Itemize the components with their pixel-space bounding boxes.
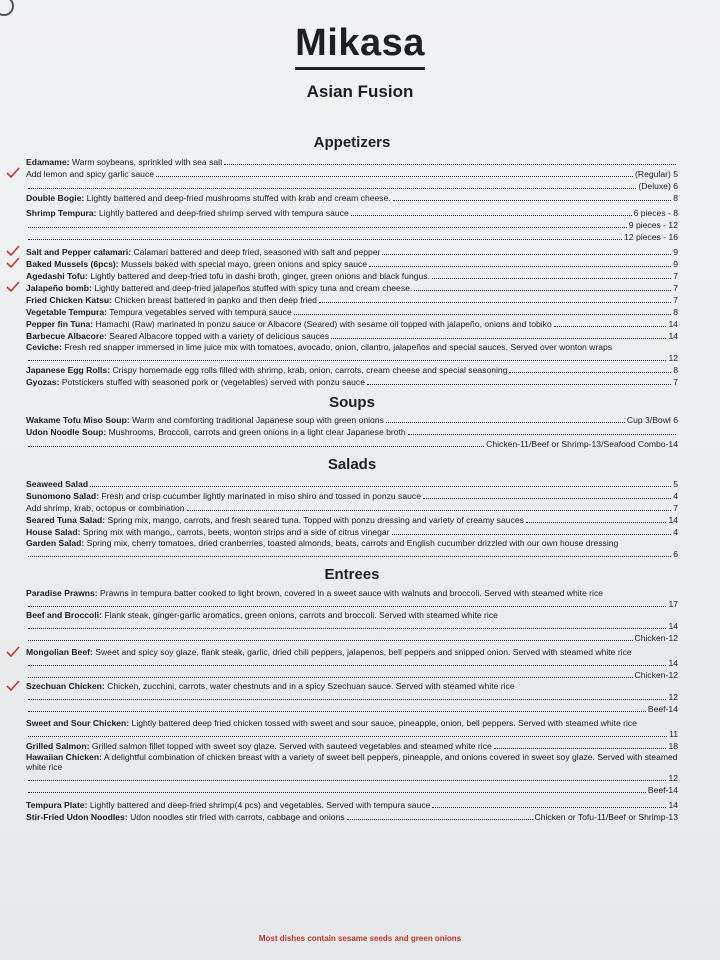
leader-dots (28, 446, 484, 447)
menu-item-name: Gyozas: (26, 377, 60, 387)
restaurant-subtitle: Asian Fusion (306, 82, 414, 101)
leader-dots (28, 227, 627, 228)
menu-item-text (26, 718, 678, 728)
menu-item-name: Hawaiian Chicken: (26, 752, 102, 762)
menu-item-name: Udon Noodle Soup: (26, 427, 107, 437)
menu-item-line (26, 168, 678, 180)
menu-item-name: Salt and Pepper calamari: (26, 247, 132, 257)
menu-item-text (26, 647, 678, 657)
menu-item-text (26, 306, 292, 318)
menu-item-desc: Hamachi (Raw) marinated in ponzu sauce or Albacore (Seared) with sesame oil topped with jalapeño, onions and tobiko (93, 319, 552, 329)
menu-item-text (26, 414, 384, 426)
menu-item-desc: Spring mix with mango,, carrots, beets, wonton strips and a side of citrus vinegar (80, 527, 390, 537)
menu-item-name: Grilled Salmon: (26, 741, 90, 751)
leader-dots (382, 254, 671, 255)
menu-item-text (26, 610, 678, 620)
menu-item-price-line (26, 772, 678, 784)
menu-item (26, 156, 678, 168)
menu-item-desc: Prawns in tempura batter cooked to light brown, covered in a sweet sauce with walnuts and broccoli. Served with steamed white rice (97, 588, 604, 598)
menu-item (26, 718, 678, 740)
menu-item-text (26, 588, 678, 598)
menu-item-name: Vegetable Tempura: (26, 307, 108, 317)
menu-item-line (26, 669, 678, 681)
menu-item-price: Chicken-11/Beef or Shrimp-13/Seafood Combo-14 (486, 439, 678, 449)
leader-dots (90, 486, 671, 487)
menu-item-line (26, 426, 678, 438)
menu-item-line (26, 526, 678, 538)
menu-item (26, 502, 678, 514)
menu-item-price: 8 (673, 365, 678, 375)
menu-item (26, 752, 678, 784)
menu-item-text (26, 156, 222, 168)
menu-item-text (26, 526, 390, 538)
section-appetizers (26, 132, 678, 388)
menu-item-desc: Calamari battered and deep fried, seasoned with salt and pepper (131, 247, 381, 257)
menu-item-price: 9 (673, 259, 678, 269)
menu-item-price: Cup 3/Bowl 6 (626, 415, 678, 425)
menu-item (26, 784, 678, 796)
soups-list (26, 414, 678, 450)
menu-item-desc: Lightly battered deep fried chicken tossed with sweet and sour sauce, pineapple, onion, bell peppers. Served with steamed white rice (129, 718, 637, 728)
checkmark-icon (6, 281, 20, 293)
menu-item-desc: Warm soybeans, sprinkled with sea salt (69, 157, 223, 167)
menu-item-desc: Lightly battered and deep-fried shrimp(4 pcs) and vegetables. Served with tempura sauce (87, 800, 431, 810)
leader-dots (369, 266, 671, 267)
menu-item-price: 4 (673, 527, 678, 537)
menu-item (26, 376, 678, 388)
leader-dots (526, 522, 667, 523)
menu-item-price: (Deluxe) 6 (638, 181, 678, 191)
menu-item (26, 799, 678, 811)
menu-item-name: Mongolian Beef: (26, 647, 93, 657)
leader-dots (423, 498, 671, 499)
menu-item-text (26, 192, 391, 204)
menu-item-line (26, 231, 678, 243)
menu-item-name: Fried Chicken Katsu: (26, 295, 112, 305)
menu-item-price: 7 (673, 283, 678, 293)
menu-item (26, 306, 678, 318)
leader-dots (28, 677, 633, 678)
leader-dots (28, 628, 666, 629)
menu-item-text (26, 426, 406, 438)
menu-item-text (26, 538, 678, 548)
menu-item-price: 18 (668, 741, 678, 751)
menu-item-price: 12 (668, 773, 678, 783)
menu-item-line (26, 784, 678, 796)
menu-item-desc: Lightly battered and deep-fried mushrooms stuffed with krab and cream cheese. (84, 193, 391, 203)
leader-dots (432, 278, 671, 279)
menu-item-line (26, 364, 678, 376)
menu-item (26, 681, 678, 703)
menu-item-name: Seared Tuna Salad: (26, 515, 106, 525)
menu-item-text (26, 270, 430, 282)
menu-item-line (26, 180, 678, 192)
menu-item-text (26, 207, 349, 219)
menu-item-price: 5 (673, 479, 678, 489)
leader-dots (28, 711, 646, 712)
menu-item-price: 14 (668, 658, 678, 668)
menu-item-name: Shrimp Tempura: (26, 208, 97, 218)
menu-item (26, 180, 678, 192)
menu-item (26, 207, 678, 219)
menu-item-desc: Grilled salmon fillet topped with sweet soy glaze. Served with sauteed vegetables and steamed white rice (89, 741, 492, 751)
leader-dots (386, 422, 625, 423)
menu-item-desc: Chicken, zucchini, carrots, water chestnuts and in a spicy Szechuan sauce. Served with steamed white rice (104, 681, 515, 691)
menu-item-text (26, 478, 88, 490)
menu-item-name: Beef and Broccoli: (26, 610, 102, 620)
menu-item-line (26, 156, 678, 168)
menu-item (26, 270, 678, 282)
menu-item-price: 7 (673, 503, 678, 513)
salads-list (26, 478, 678, 560)
menu-item-name: Edamame: (26, 157, 70, 167)
leader-dots (156, 176, 633, 177)
footer-note: Most dishes contain sesame seeds and green onions (258, 934, 462, 943)
menu-item-price: 14 (668, 621, 678, 631)
menu-item (26, 610, 678, 632)
menu-item-price-line (26, 598, 678, 610)
leader-dots (432, 807, 666, 808)
menu-item-line (26, 219, 678, 231)
leader-dots (554, 326, 667, 327)
leader-dots (392, 534, 672, 535)
menu-item (26, 246, 678, 258)
menu-item-line (26, 740, 678, 752)
leader-dots (28, 665, 666, 666)
menu-item-text (26, 752, 678, 772)
menu-item-desc: Spring mix, cherry tomatoes, dried cranberries, toasted almonds, beats, carrots and English cucumber drizzled with our own house dressing (84, 538, 619, 548)
restaurant-name: Mikasa (295, 22, 425, 70)
menu-item (26, 632, 678, 644)
menu-item-price: Chicken-12 (634, 633, 678, 643)
leader-dots (28, 556, 671, 557)
menu-item (26, 192, 678, 204)
menu-item-text (26, 740, 492, 752)
menu-item (26, 282, 678, 294)
leader-dots (393, 200, 671, 201)
menu-item-desc: Add shrimp, krab, octopus or combination (26, 503, 185, 513)
menu-item-text (26, 514, 524, 526)
menu-item-desc: Fresh red snapper immersed in lime juice mix with tomatoes, avocado, onion, cilantro, jalapeños and special sauces. Served over wonton wraps (61, 342, 613, 352)
menu-item-text (26, 168, 154, 180)
menu-item-price-line (26, 548, 678, 560)
checkmark-icon (6, 167, 20, 179)
menu-item-line (26, 270, 678, 282)
section-title-soups: Soups (329, 394, 375, 411)
menu-item (26, 478, 678, 490)
menu-item-line (26, 632, 678, 644)
menu-item (26, 364, 678, 376)
menu-item-line (26, 703, 678, 715)
section-entrees (26, 564, 678, 823)
menu-item-price: 11 (669, 729, 678, 739)
leader-dots (28, 640, 633, 641)
menu-item-line (26, 478, 678, 490)
menu-item-desc: Lightly battered and deep-fried shrimp served with tempura sauce (96, 208, 349, 218)
menu-item-price: 12 (668, 353, 678, 363)
menu-item-price-line (26, 352, 678, 364)
menu-item (26, 330, 678, 342)
menu-item-line (26, 330, 678, 342)
menu-item-desc: Sweet and spicy soy glaze, flank steak, garlic, dried chili peppers, jalapenos, bell peppers and snipped onion. Served with steamed white rice (92, 647, 632, 657)
menu-item (26, 514, 678, 526)
menu-item-text (26, 490, 421, 502)
menu-item-name: Seaweed Salad (26, 479, 89, 489)
menu-item-text (26, 330, 329, 342)
leader-dots (28, 792, 646, 793)
menu-item-line (26, 376, 678, 388)
menu-item-price: 12 pieces - 16 (624, 232, 678, 242)
menu-item-name: Japanese Egg Rolls: (26, 365, 111, 375)
section-title-salads: Salads (327, 456, 377, 473)
menu-item-text (26, 799, 430, 811)
menu-item (26, 588, 678, 610)
menu-item-line (26, 811, 678, 823)
menu-item-name: Stir-Fried Udon Noodles: (26, 812, 128, 822)
menu-item-name: Pepper fin Tuna: (26, 319, 94, 329)
menu-item-price: 9 pieces - 12 (628, 220, 678, 230)
menu-item (26, 438, 678, 450)
menu-item-name: Sunomono Salad: (26, 491, 100, 501)
leader-dots (28, 360, 666, 361)
menu-item-price: 14 (668, 515, 678, 525)
leader-dots (509, 372, 671, 373)
menu-item-desc: Lightly battered and deep-fried jalapeños stuffed with spicy tuna and cream cheese. (91, 283, 413, 293)
menu-item-name: Tempura Plate: (26, 800, 88, 810)
menu-item-desc: Potstickers stuffed with seasoned pork or (vegetables) served with ponzu sauce (59, 377, 365, 387)
menu-item-price: 14 (668, 319, 678, 329)
leader-dots (408, 434, 676, 435)
appetizers-list (26, 156, 678, 388)
menu-item (26, 526, 678, 538)
section-soups (26, 392, 678, 450)
menu-item (26, 342, 678, 364)
menu-item-price: 4 (673, 491, 678, 501)
menu-item-desc: Udon noodles stir fried with carrots, cabbage and onions (127, 812, 345, 822)
menu-item-name: Double Bogie: (26, 193, 85, 203)
menu-item (26, 811, 678, 823)
menu-item-price: 17 (668, 599, 678, 609)
menu-item-price-line (26, 620, 678, 632)
section-title-appetizers: Appetizers (313, 134, 391, 151)
menu-item-desc: Seared Albacore topped with a variety of delicious sauces (106, 331, 330, 341)
menu-item-line (26, 306, 678, 318)
menu-item-price: 14 (668, 800, 678, 810)
leader-dots (347, 819, 533, 820)
section-salads (26, 454, 678, 560)
menu-item (26, 219, 678, 231)
menu-item-price: 6 pieces - 8 (633, 208, 678, 218)
menu-item-price: 8 (673, 193, 678, 203)
leader-dots (414, 290, 671, 291)
menu-item-desc: Chicken breast battered in panko and then deep fried (111, 295, 317, 305)
leader-dots (351, 215, 632, 216)
menu-item (26, 258, 678, 270)
menu-item-line (26, 799, 678, 811)
menu-item-line (26, 192, 678, 204)
leader-dots (28, 188, 636, 189)
menu-item-price: Beef-14 (647, 704, 678, 714)
menu-item-text (26, 246, 380, 258)
entrees-list (26, 588, 678, 823)
leader-dots (28, 239, 622, 240)
menu-item-text (26, 294, 317, 306)
menu-item-text (26, 376, 365, 388)
menu-item-desc: Mushrooms, Broccoli, carrots and green onions in a light clear Japanese broth (106, 427, 406, 437)
menu-item-desc: Lightly battered and deep-fried tofu in dashi broth, ginger, green onions and black fungus. (87, 271, 430, 281)
menu-item-price: (Regular) 5 (635, 169, 678, 179)
menu-item-name: Baked Mussels (6pcs): (26, 259, 119, 269)
menu-item-line (26, 514, 678, 526)
menu-item-desc: Warm and comforting traditional Japanese soup with green onions (129, 415, 384, 425)
menu-item-price: 7 (673, 377, 678, 387)
menu-item-desc: Add lemon and spicy garlic sauce (26, 169, 155, 179)
menu-item-desc: Tempura vegetables served with tempura sauce (107, 307, 292, 317)
menu-item-text (26, 258, 367, 270)
menu-item-text (26, 502, 185, 514)
menu-item-name: Paradise Prawns: (26, 588, 98, 598)
menu-item (26, 168, 678, 180)
leader-dots (331, 338, 666, 339)
menu-item (26, 538, 678, 560)
menu-item-name: Szechuan Chicken: (26, 681, 105, 691)
menu-item-name: Agedashi Tofu: (26, 271, 88, 281)
menu-item-text (26, 364, 507, 376)
leader-dots (224, 164, 676, 165)
menu-item-line (26, 318, 678, 330)
leader-dots (187, 510, 672, 511)
leader-dots (28, 780, 666, 781)
menu-item-line (26, 438, 678, 450)
menu-item-price-line (26, 728, 678, 740)
menu-item-text (26, 811, 345, 823)
menu-item-line (26, 246, 678, 258)
menu-item (26, 740, 678, 752)
checkmark-icon (6, 680, 20, 692)
menu-item (26, 490, 678, 502)
menu-item-line (26, 258, 678, 270)
menu-item-name: Wakame Tofu Miso Soup: (26, 415, 130, 425)
menu-item-line (26, 207, 678, 219)
leader-dots (319, 302, 671, 303)
leader-dots (294, 314, 671, 315)
menu-item-desc: Fresh and crisp cucumber lightly marinated in miso shiro and tossed in ponzu sauce (99, 491, 421, 501)
menu-item-line (26, 282, 678, 294)
leader-dots (494, 748, 667, 749)
leader-dots (28, 699, 666, 700)
section-title-entrees: Entrees (324, 566, 380, 583)
menu-item-name: Garden Salad: (26, 538, 85, 548)
menu-item-price: 12 (668, 692, 678, 702)
menu-item-name: House Salad: (26, 527, 81, 537)
checkmark-icon (6, 245, 20, 257)
menu-item-desc: Mussels baked with special mayo, green onions and spicy sauce (118, 259, 368, 269)
menu-item-desc: Spring mix, mango, carrots, and fresh seared tuna. Topped with ponzu dressing and variety of creamy sauces (105, 515, 524, 525)
menu-item (26, 703, 678, 715)
menu-item (26, 426, 678, 438)
menu-item-price: Beef-14 (647, 785, 678, 795)
menu-item-price: 8 (673, 307, 678, 317)
menu-item-text (26, 282, 412, 294)
menu-item-text (26, 342, 678, 352)
menu-item-name: Barbecue Albacore: (26, 331, 107, 341)
menu-item (26, 669, 678, 681)
menu-item (26, 414, 678, 426)
menu-header (0, 0, 720, 102)
menu-item-price-line (26, 691, 678, 703)
checkmark-icon (6, 257, 20, 269)
menu-item-name: Ceviche: (26, 342, 62, 352)
leader-dots (28, 606, 666, 607)
menu-item (26, 294, 678, 306)
menu-item-price: 6 (673, 549, 678, 559)
menu-item-desc: Flank steak, ginger-garlic aromatics, green onions, carrots and broccoli. Served with steamed white rice (101, 610, 498, 620)
menu-item-price: 14 (668, 331, 678, 341)
menu-item-price-line (26, 657, 678, 669)
menu-item-price: 9 (673, 247, 678, 257)
menu-item-line (26, 414, 678, 426)
menu-item-price: 7 (673, 271, 678, 281)
menu-item-desc: A delightful combination of chicken breast with a variety of sweet bell peppers, pineapple, and onions covered in sweet soy glaze. Served with steamed white rice (26, 752, 678, 772)
menu-item-line (26, 294, 678, 306)
menu-item-name: Sweet and Sour Chicken: (26, 718, 130, 728)
menu-item-price: Chicken-12 (634, 670, 678, 680)
menu-item (26, 231, 678, 243)
menu-item-line (26, 502, 678, 514)
menu-item (26, 318, 678, 330)
menu-item-line (26, 490, 678, 502)
menu-item-price: Chicken or Tofu-11/Beef or Shrimp-13 (534, 812, 678, 822)
menu-item-desc: Crispy homemade egg rolls filled with shrimp, krab, onion, carrots, cream cheese and special seasoning (110, 365, 508, 375)
menu-item-price: 7 (673, 295, 678, 305)
menu-item-text (26, 318, 552, 330)
checkmark-icon (6, 646, 20, 658)
leader-dots (28, 736, 667, 737)
leader-dots (367, 384, 671, 385)
menu-content (26, 132, 678, 823)
menu-item (26, 647, 678, 669)
menu-item-name: Jalapeño bomb: (26, 283, 92, 293)
menu-item-text (26, 681, 678, 691)
